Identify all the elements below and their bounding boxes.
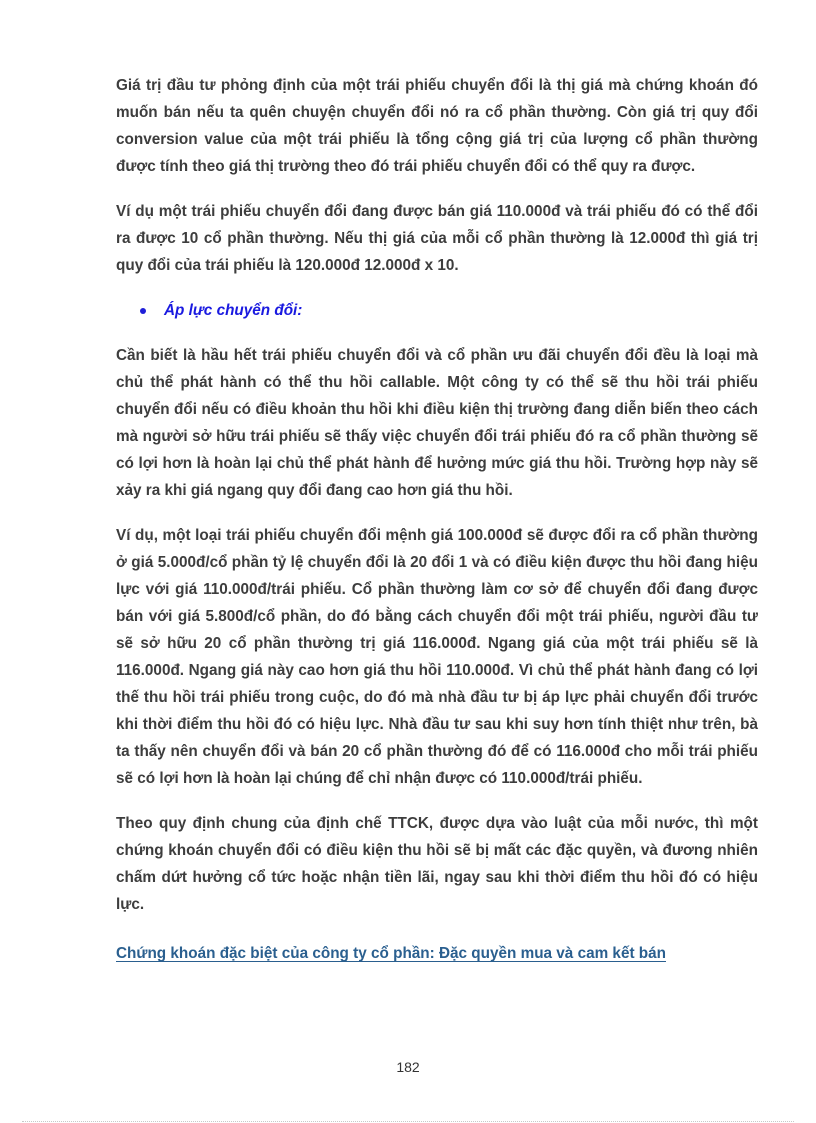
paragraph-investment-value: Giá trị đầu tư phỏng định của một trái phiếu chuyển đổi là thị giá mà chứng khoán đó muốn bán nếu ta quên chuyện chuyển đổi nó ra cổ phần thường. Còn giá trị quy đổi conversion value của một trái phiếu là tổng cộng giá trị của lượng cổ phần thường được tính theo giá thị trường theo đó trái phiếu chuyển đổi có thể quy ra được. [116, 77, 758, 175]
bullet-heading: Áp lực chuyển đổi: [164, 301, 303, 319]
page-bottom-divider [22, 1121, 794, 1122]
paragraph-regulation: Theo quy định chung của định chế TTCK, được dựa vào luật của mỗi nước, thì một chứng khoán chuyển đổi có điều kiện thu hồi sẽ bị mất các đặc quyền, và đương nhiên chấm dứt hưởng cổ tức hoặc nhận tiền lãi, ngay sau khi thời điểm thu hồi đó có hiệu lực. [116, 815, 758, 913]
bullet-item [140, 297, 758, 324]
paragraph-example-call: Ví dụ, một loại trái phiếu chuyển đổi mệnh giá 100.000đ sẽ được đổi ra cổ phần thường ở giá 5.000đ/cổ phần tỷ lệ chuyển đổi là 20 đổi 1 và có điều kiện được thu hồi đang hiệu lực với giá 110.000đ/trái phiếu. Cổ phần thường làm cơ sở để chuyển đổi đang được bán với giá 5.800đ/cổ phần, do đó bằng cách chuyển đổi một trái phiếu, người đầu tư sẽ sở hữu 20 cổ phần thường trị giá 116.000đ. Ngang giá của một trái phiếu sẽ là 116.000đ. Ngang giá này cao hơn giá thu hồi 110.000đ. Vì chủ thể phát hành đang có lợi thế thu hồi trái phiếu trong cuộc, do đó mà nhà đầu tư bị áp lực phải chuyển đổi trước khi thời điểm thu hồi đó có hiệu lực. Nhà đầu tư sau khi suy hơn tính thiệt như trên, bà ta thấy nên chuyển đổi và bán 20 cổ phần thường đó để có 116.000đ cho mỗi trái phiếu sẽ có lợi hơn là hoàn lại chúng để chỉ nhận được có 110.000đ/trái phiếu. [116, 527, 758, 787]
bullet-dot-icon [140, 308, 146, 314]
next-section-link[interactable]: Chứng khoán đặc biệt của công ty cổ phần: Đặc quyền mua và cam kết bán [116, 945, 666, 962]
paragraph-callable: Cần biết là hầu hết trái phiếu chuyển đổi và cổ phần ưu đãi chuyển đổi đều là loại mà chủ thể phát hành có thể thu hồi callable. Một công ty có thể sẽ thu hồi trái phiếu chuyển đổi nếu có điều khoản thu hồi khi điều kiện thị trường đang diễn biến theo cách mà người sở hữu trái phiếu sẽ thấy việc chuyển đổi trái phiếu đó ra cổ phần thường sẽ có lợi hơn là hoàn lại chủ thể phát hành để hưởng mức giá thu hồi. Trường hợp này sẽ xảy ra khi giá ngang quy đổi đang cao hơn giá thu hồi. [116, 347, 758, 499]
document-page [116, 72, 758, 967]
page-number: 182 [396, 1059, 420, 1075]
paragraph-example-conversion: Ví dụ một trái phiếu chuyển đổi đang được bán giá 110.000đ và trái phiếu đó có thể đổi ra được 10 cổ phần thường. Nếu thị giá của mỗi cổ phần thường là 12.000đ thì giá trị quy đổi của trái phiếu là 120.000đ 12.000đ x 10. [116, 203, 758, 274]
